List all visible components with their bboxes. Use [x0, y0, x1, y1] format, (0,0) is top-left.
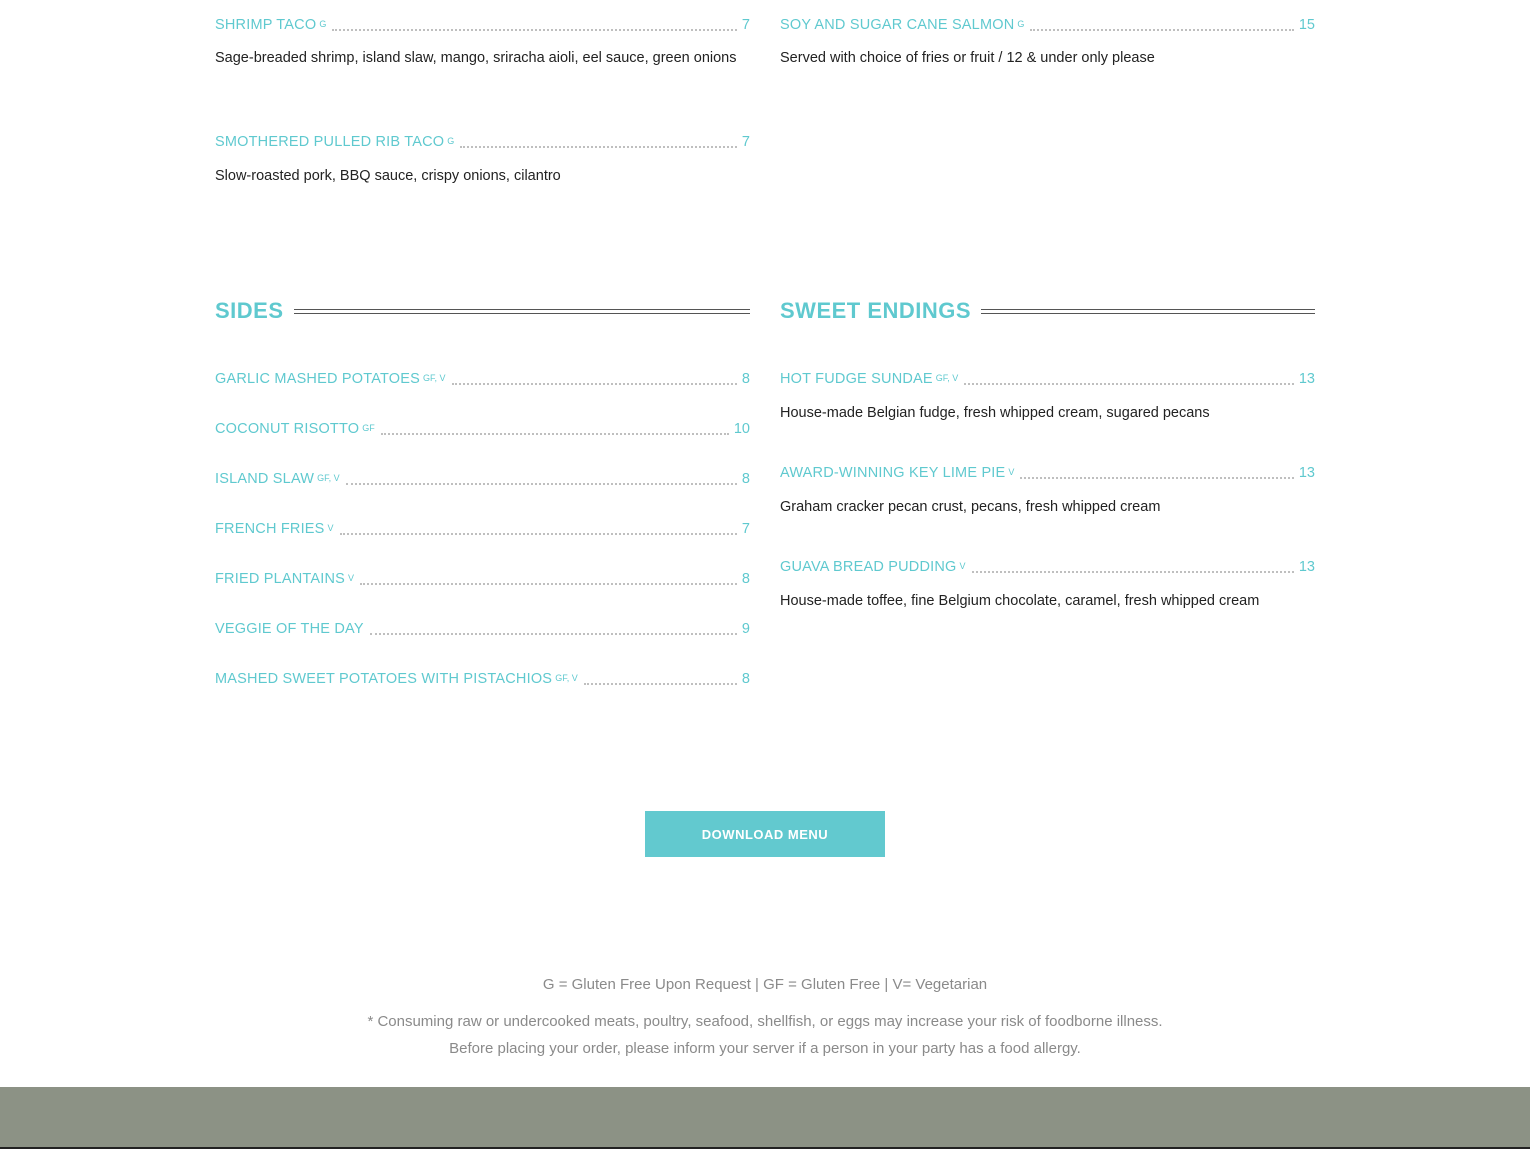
- dot-leader: [381, 433, 729, 435]
- dot-leader: [346, 483, 737, 485]
- item-dietary-tag: V: [1008, 467, 1015, 477]
- sweet-endings-section-header: [780, 296, 1315, 326]
- item-price: 13: [1298, 371, 1315, 387]
- item-description: Slow-roasted pork, BBQ sauce, crispy onions, cilantro: [215, 168, 561, 184]
- item-dietary-tag: V: [959, 561, 966, 571]
- item-name: MASHED SWEET POTATOES WITH PISTACHIOS: [215, 671, 553, 687]
- item-name: ISLAND SLAW: [215, 471, 315, 487]
- item-dietary-tag: GF, V: [555, 673, 578, 683]
- item-dietary-tag: V: [327, 523, 334, 533]
- section-divider: [294, 309, 750, 314]
- side-item-fried-plantains: [215, 568, 750, 588]
- dessert-item-guava-bread-pudding: [780, 556, 1315, 576]
- item-dietary-tag: G: [447, 136, 455, 146]
- dot-leader: [1020, 477, 1293, 479]
- item-price: 7: [741, 134, 750, 150]
- sides-section-header: [215, 296, 750, 326]
- item-price: 8: [741, 671, 750, 687]
- dot-leader: [584, 683, 737, 685]
- side-item-garlic-mashed-potatoes: [215, 368, 750, 388]
- dietary-legend: G = Gluten Free Upon Request | GF = Gluten Free | V= Vegetarian: [542, 976, 988, 993]
- dot-leader: [452, 383, 737, 385]
- item-dietary-tag: GF, V: [317, 473, 340, 483]
- side-item-french-fries: [215, 518, 750, 538]
- item-name: FRIED PLANTAINS: [215, 571, 346, 587]
- section-title: SWEET ENDINGS: [780, 298, 972, 323]
- dot-leader: [964, 383, 1294, 385]
- item-name: AWARD-WINNING KEY LIME PIE: [780, 465, 1006, 481]
- side-item-mashed-sweet-potatoes: [215, 668, 750, 688]
- item-dietary-tag: GF: [362, 423, 375, 433]
- item-description: House-made Belgian fudge, fresh whipped cream, sugared pecans: [780, 405, 1210, 421]
- side-item-coconut-risotto: [215, 418, 750, 438]
- footer-bar: [0, 1087, 1530, 1149]
- menu-item-soy-sugar-cane-salmon: [780, 14, 1315, 34]
- item-name: HOT FUDGE SUNDAE: [780, 371, 933, 387]
- item-price: 9: [741, 621, 750, 637]
- dot-leader: [332, 29, 737, 31]
- item-price: 8: [741, 371, 750, 387]
- dot-leader: [1030, 29, 1293, 31]
- food-safety-warning: * Consuming raw or undercooked meats, poultry, seafood, shellfish, or eggs may increase your risk of foodborne illness.: [367, 1013, 1163, 1030]
- item-name: COCONUT RISOTTO: [215, 421, 360, 437]
- item-name: GUAVA BREAD PUDDING: [780, 559, 957, 575]
- item-price: 7: [741, 17, 750, 33]
- side-item-island-slaw: [215, 468, 750, 488]
- dessert-item-key-lime-pie: [780, 462, 1315, 482]
- item-dietary-tag: G: [1017, 19, 1025, 29]
- item-name: SMOTHERED PULLED RIB TACO: [215, 134, 445, 150]
- item-dietary-tag: GF, V: [423, 373, 446, 383]
- dot-leader: [360, 583, 737, 585]
- item-price: 15: [1298, 17, 1315, 33]
- item-name: SOY AND SUGAR CANE SALMON: [780, 17, 1015, 33]
- item-price: 13: [1298, 559, 1315, 575]
- dot-leader: [972, 571, 1294, 573]
- section-divider: [981, 309, 1315, 314]
- dessert-item-hot-fudge-sundae: [780, 368, 1315, 388]
- section-title: SIDES: [215, 298, 284, 323]
- dot-leader: [460, 146, 737, 148]
- side-item-veggie-of-the-day: [215, 618, 750, 638]
- item-price: 8: [741, 571, 750, 587]
- item-name: FRENCH FRIES: [215, 521, 325, 537]
- item-name: VEGGIE OF THE DAY: [215, 621, 364, 637]
- item-price: 10: [733, 421, 750, 437]
- item-name: GARLIC MASHED POTATOES: [215, 371, 421, 387]
- menu-item-shrimp-taco: [215, 14, 750, 34]
- item-price: 8: [741, 471, 750, 487]
- allergy-notice: Before placing your order, please inform your server if a person in your party has a food allergy.: [449, 1040, 1081, 1057]
- dot-leader: [340, 533, 737, 535]
- item-price: 13: [1298, 465, 1315, 481]
- item-name: SHRIMP TACO: [215, 17, 317, 33]
- item-description: Sage-breaded shrimp, island slaw, mango, sriracha aioli, eel sauce, green onions: [215, 50, 737, 66]
- dot-leader: [370, 633, 737, 635]
- item-dietary-tag: GF, V: [935, 373, 959, 383]
- item-description: House-made toffee, fine Belgium chocolate, caramel, fresh whipped cream: [780, 593, 1260, 609]
- menu-item-pulled-rib-taco: [215, 131, 750, 151]
- item-price: 7: [741, 521, 750, 537]
- item-description: Served with choice of fries or fruit / 12 & under only please: [780, 50, 1155, 66]
- item-dietary-tag: V: [348, 573, 355, 583]
- item-dietary-tag: G: [319, 19, 327, 29]
- item-description: Graham cracker pecan crust, pecans, fresh whipped cream: [780, 499, 1161, 515]
- download-menu-button[interactable]: DOWNLOAD MENU: [645, 811, 885, 857]
